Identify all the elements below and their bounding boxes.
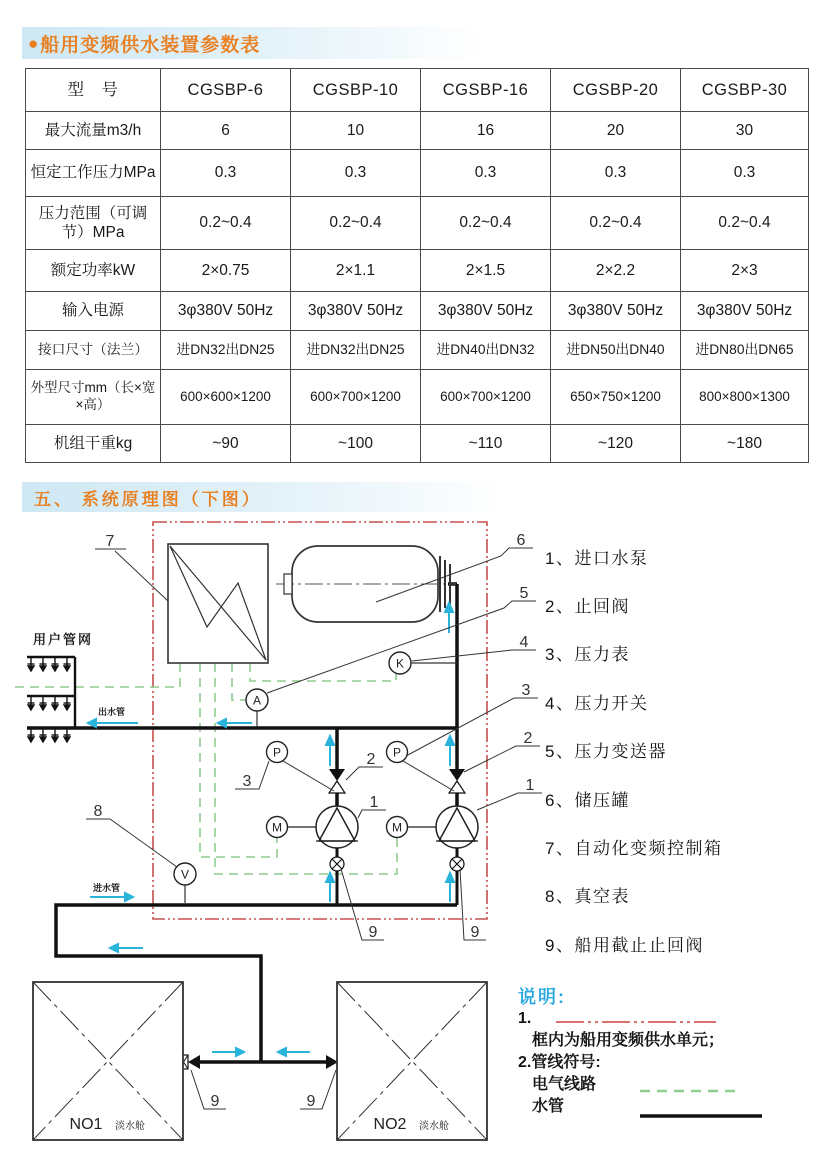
- pressure-tank: [276, 546, 456, 622]
- user-network-label: 用户管网: [33, 632, 94, 647]
- stop-check-valve-left: [330, 857, 344, 871]
- pressure-transmitter: [246, 689, 268, 727]
- value-cell: 0.3: [291, 150, 421, 197]
- page-title-band: [22, 27, 483, 59]
- table-row: [26, 370, 809, 425]
- motor-left: [267, 817, 317, 838]
- value-cell: 6: [161, 112, 291, 150]
- value-cell: CGSBP-20: [551, 69, 681, 112]
- value-cell: CGSBP-16: [421, 69, 551, 112]
- value-cell: 进DN32出DN25: [161, 331, 291, 370]
- spec-table: [25, 68, 809, 463]
- value-cell: ~100: [291, 425, 421, 463]
- tag-3-right: 3: [521, 682, 531, 699]
- value-cell: 650×750×1200: [551, 370, 681, 425]
- tag-6: 6: [516, 532, 526, 549]
- table-row: [26, 331, 809, 370]
- page-title: 船用变频供水装置参数表: [40, 34, 261, 56]
- tag-2-right: 2: [523, 730, 533, 747]
- value-cell: CGSBP-10: [291, 69, 421, 112]
- tank2-suffix: 淡水舱: [419, 1121, 449, 1132]
- row-label-cell: 接口尺寸（法兰）: [26, 331, 161, 370]
- tag-9-tank-right: 9: [306, 1093, 316, 1110]
- value-cell: ~120: [551, 425, 681, 463]
- tank1-suffix: 淡水舱: [115, 1121, 145, 1132]
- table-row: [26, 197, 809, 250]
- note-1-number: 1.: [518, 1010, 532, 1027]
- stop-check-valve-right: [450, 857, 464, 871]
- note-2-title: 2.管线符号:: [518, 1054, 601, 1071]
- legend-item-1: 1、进口水泵: [545, 548, 649, 568]
- row-label-cell: 型 号: [26, 69, 161, 112]
- value-cell: 10: [291, 112, 421, 150]
- row-label-cell: 额定功率kW: [26, 250, 161, 292]
- row-label-cell: 恒定工作压力MPa: [26, 150, 161, 197]
- value-cell: 16: [421, 112, 551, 150]
- table-row: [26, 292, 809, 331]
- value-cell: 2×3: [681, 250, 809, 292]
- switch-letter: K: [395, 656, 405, 671]
- legend-item-7: 7、自动化变频控制箱: [545, 839, 723, 859]
- notes-block: [518, 986, 818, 1118]
- motor-letter: M: [272, 820, 282, 835]
- row-label-cell: 输入电源: [26, 292, 161, 331]
- tag-1-right: 1: [525, 777, 535, 794]
- value-cell: 3φ380V 50Hz: [681, 292, 809, 331]
- legend-item-5: 5、压力变送器: [545, 742, 667, 762]
- motor-letter: M: [392, 820, 402, 835]
- value-cell: 进DN80出DN65: [681, 331, 809, 370]
- legend-item-4: 4、压力开关: [545, 693, 649, 713]
- legend-item-3: 3、压力表: [545, 645, 630, 665]
- tag-3-left: 3: [242, 773, 252, 790]
- value-cell: CGSBP-6: [161, 69, 291, 112]
- legend-item-9: 9、船用截止止回阀: [545, 935, 704, 955]
- table-row: [26, 150, 809, 197]
- tank1-label: NO1: [69, 1116, 103, 1133]
- value-cell: 2×1.1: [291, 250, 421, 292]
- row-label-cell: 机组干重kg: [26, 425, 161, 463]
- value-cell: 2×2.2: [551, 250, 681, 292]
- value-cell: 2×1.5: [421, 250, 551, 292]
- fresh-water-tank-2: [337, 982, 487, 1140]
- value-cell: 800×800×1300: [681, 370, 809, 425]
- notes-title: 说明:: [518, 987, 566, 1007]
- value-cell: 进DN40出DN32: [421, 331, 551, 370]
- legend-item-2: 2、止回阀: [545, 597, 630, 617]
- tag-4: 4: [519, 634, 529, 651]
- value-cell: 0.2~0.4: [161, 197, 291, 250]
- transmitter-letter: A: [252, 693, 262, 708]
- row-label-cell: 最大流量m3/h: [26, 112, 161, 150]
- value-cell: 20: [551, 112, 681, 150]
- value-cell: 0.3: [551, 150, 681, 197]
- vfd-control-box: [168, 544, 268, 663]
- pressure-gauge-left: [267, 742, 335, 792]
- tag-9-pump-left: 9: [368, 924, 378, 941]
- table-row: [26, 112, 809, 150]
- table-row: [26, 250, 809, 292]
- note-water-label: 水管: [532, 1098, 565, 1115]
- value-cell: 0.2~0.4: [291, 197, 421, 250]
- value-cell: 3φ380V 50Hz: [161, 292, 291, 331]
- tag-1-left: 1: [369, 794, 379, 811]
- value-cell: 600×700×1200: [421, 370, 551, 425]
- section-title: 五、 系统原理图（下图）: [34, 489, 262, 509]
- value-cell: 30: [681, 112, 809, 150]
- row-label-cell: 压力范围（可调节）MPa: [26, 197, 161, 250]
- note-electric-label: 电气线路: [532, 1076, 597, 1093]
- row-label-cell: 外型尺寸mm（长×宽×高）: [26, 370, 161, 425]
- table-header-row: [26, 69, 809, 112]
- value-cell: 0.3: [681, 150, 809, 197]
- value-cell: ~90: [161, 425, 291, 463]
- value-cell: ~180: [681, 425, 809, 463]
- tag-5: 5: [519, 585, 529, 602]
- vacuum-gauge: [174, 863, 196, 903]
- value-cell: 0.3: [161, 150, 291, 197]
- value-cell: 进DN50出DN40: [551, 331, 681, 370]
- pump-right: [436, 806, 478, 848]
- value-cell: 3φ380V 50Hz: [291, 292, 421, 331]
- value-cell: 3φ380V 50Hz: [551, 292, 681, 331]
- gauge-letter: P: [392, 745, 402, 760]
- table-row: [26, 425, 809, 463]
- legend-item-6: 6、储压罐: [545, 790, 630, 810]
- value-cell: 进DN32出DN25: [291, 331, 421, 370]
- legend-list: [545, 532, 825, 968]
- legend-item-8: 8、真空表: [545, 887, 630, 907]
- bullet-icon: ●: [28, 33, 39, 53]
- value-cell: 0.2~0.4: [421, 197, 551, 250]
- outlet-pipe-label: 出水管: [98, 707, 126, 717]
- pressure-switch: [389, 652, 457, 674]
- gauge-letter: P: [272, 745, 282, 760]
- spec-table-body: [26, 69, 809, 463]
- value-cell: 0.2~0.4: [681, 197, 809, 250]
- tank2-label: NO2: [373, 1116, 407, 1133]
- vacuum-letter: V: [180, 867, 190, 882]
- value-cell: 3φ380V 50Hz: [421, 292, 551, 331]
- motor-right: [387, 817, 437, 838]
- value-cell: 2×0.75: [161, 250, 291, 292]
- value-cell: 600×600×1200: [161, 370, 291, 425]
- value-cell: 0.2~0.4: [551, 197, 681, 250]
- tag-8: 8: [93, 803, 103, 820]
- tag-7: 7: [105, 533, 115, 550]
- tag-9-pump-right: 9: [470, 924, 480, 941]
- section-title-band: [22, 482, 504, 512]
- note-1-text: 框内为船用变频供水单元；: [532, 1032, 725, 1049]
- inlet-pipe-label: 进水管: [93, 883, 121, 893]
- value-cell: CGSBP-30: [681, 69, 809, 112]
- tag-9-tank-left: 9: [210, 1093, 220, 1110]
- value-cell: 600×700×1200: [291, 370, 421, 425]
- fresh-water-tank-1: [33, 982, 183, 1140]
- pressure-gauge-right: [387, 742, 455, 792]
- value-cell: ~110: [421, 425, 551, 463]
- tag-2-left: 2: [366, 751, 376, 768]
- pump-left: [316, 806, 358, 848]
- value-cell: 0.3: [421, 150, 551, 197]
